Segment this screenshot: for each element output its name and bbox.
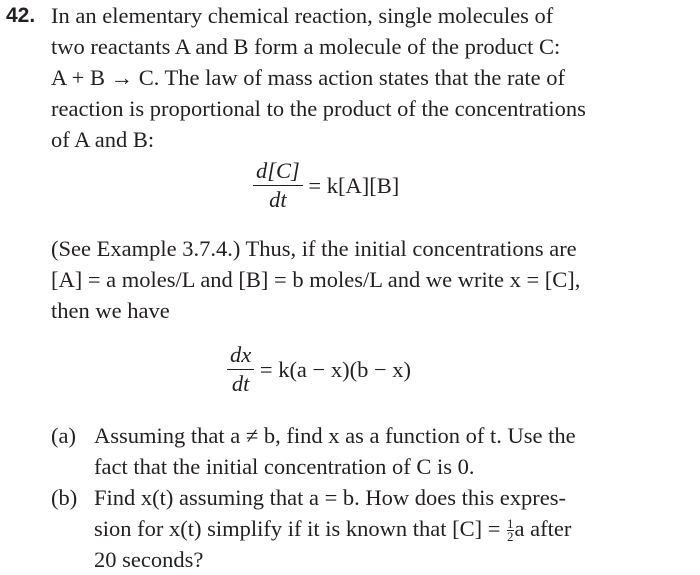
part-a-line-1: Assuming that a ≠ b, find x as a function of t. Use the (94, 423, 576, 448)
part-b-line-2 (94, 513, 694, 544)
rate-law-fraction (253, 157, 303, 214)
rate-law-denominator: dt (269, 187, 287, 212)
part-b-line-1: Find x(t) assuming that a = b. How does this expres- (94, 485, 567, 510)
problem-number: 42. (6, 4, 36, 27)
rate-law-rhs: = k[A][B] (308, 173, 400, 198)
middle-line-2: [A] = a moles/L and [B] = b moles/L and we write x = [C], (51, 267, 581, 292)
de-fraction (227, 341, 254, 398)
de-rhs: = k(a − x)(b − x) (259, 357, 412, 382)
problem-middle (51, 233, 691, 326)
part-b-line-3: 20 seconds? (94, 547, 204, 572)
rate-law-numerator: d[C] (253, 157, 303, 186)
one-half-numerator: 1 (507, 516, 514, 532)
rate-law-equation (253, 157, 399, 214)
intro-line-4: reaction is proportional to the product of the concentrations (51, 96, 586, 121)
part-a-line-2: fact that the initial concentration of C is 0. (94, 454, 475, 479)
intro-line-5: of A and B: (51, 127, 155, 152)
problem-intro (51, 0, 691, 155)
part-b-line-2-start: sion for x(t) simplify if it is known that [C] = (94, 516, 507, 541)
middle-line-3: then we have (51, 298, 170, 323)
de-numerator: dx (227, 341, 254, 370)
one-half-denominator: 2 (507, 529, 514, 545)
middle-line-1: (See Example 3.7.4.) Thus, if the initial concentrations are (51, 236, 577, 261)
part-b (51, 482, 691, 573)
part-b-line-2-end: a after (514, 516, 572, 541)
intro-line-3: A + B → C. The law of mass action states that the rate of (51, 65, 566, 90)
intro-line-1: In an elementary chemical reaction, single molecules of (51, 3, 554, 28)
intro-line-2: two reactants A and B form a molecule of the product C: (51, 34, 561, 59)
part-a-label: (a) (51, 423, 76, 448)
one-half-fraction (507, 518, 514, 543)
de-denominator: dt (231, 371, 250, 396)
part-a (51, 420, 691, 482)
part-b-label: (b) (51, 485, 78, 510)
differential-equation (227, 341, 411, 398)
